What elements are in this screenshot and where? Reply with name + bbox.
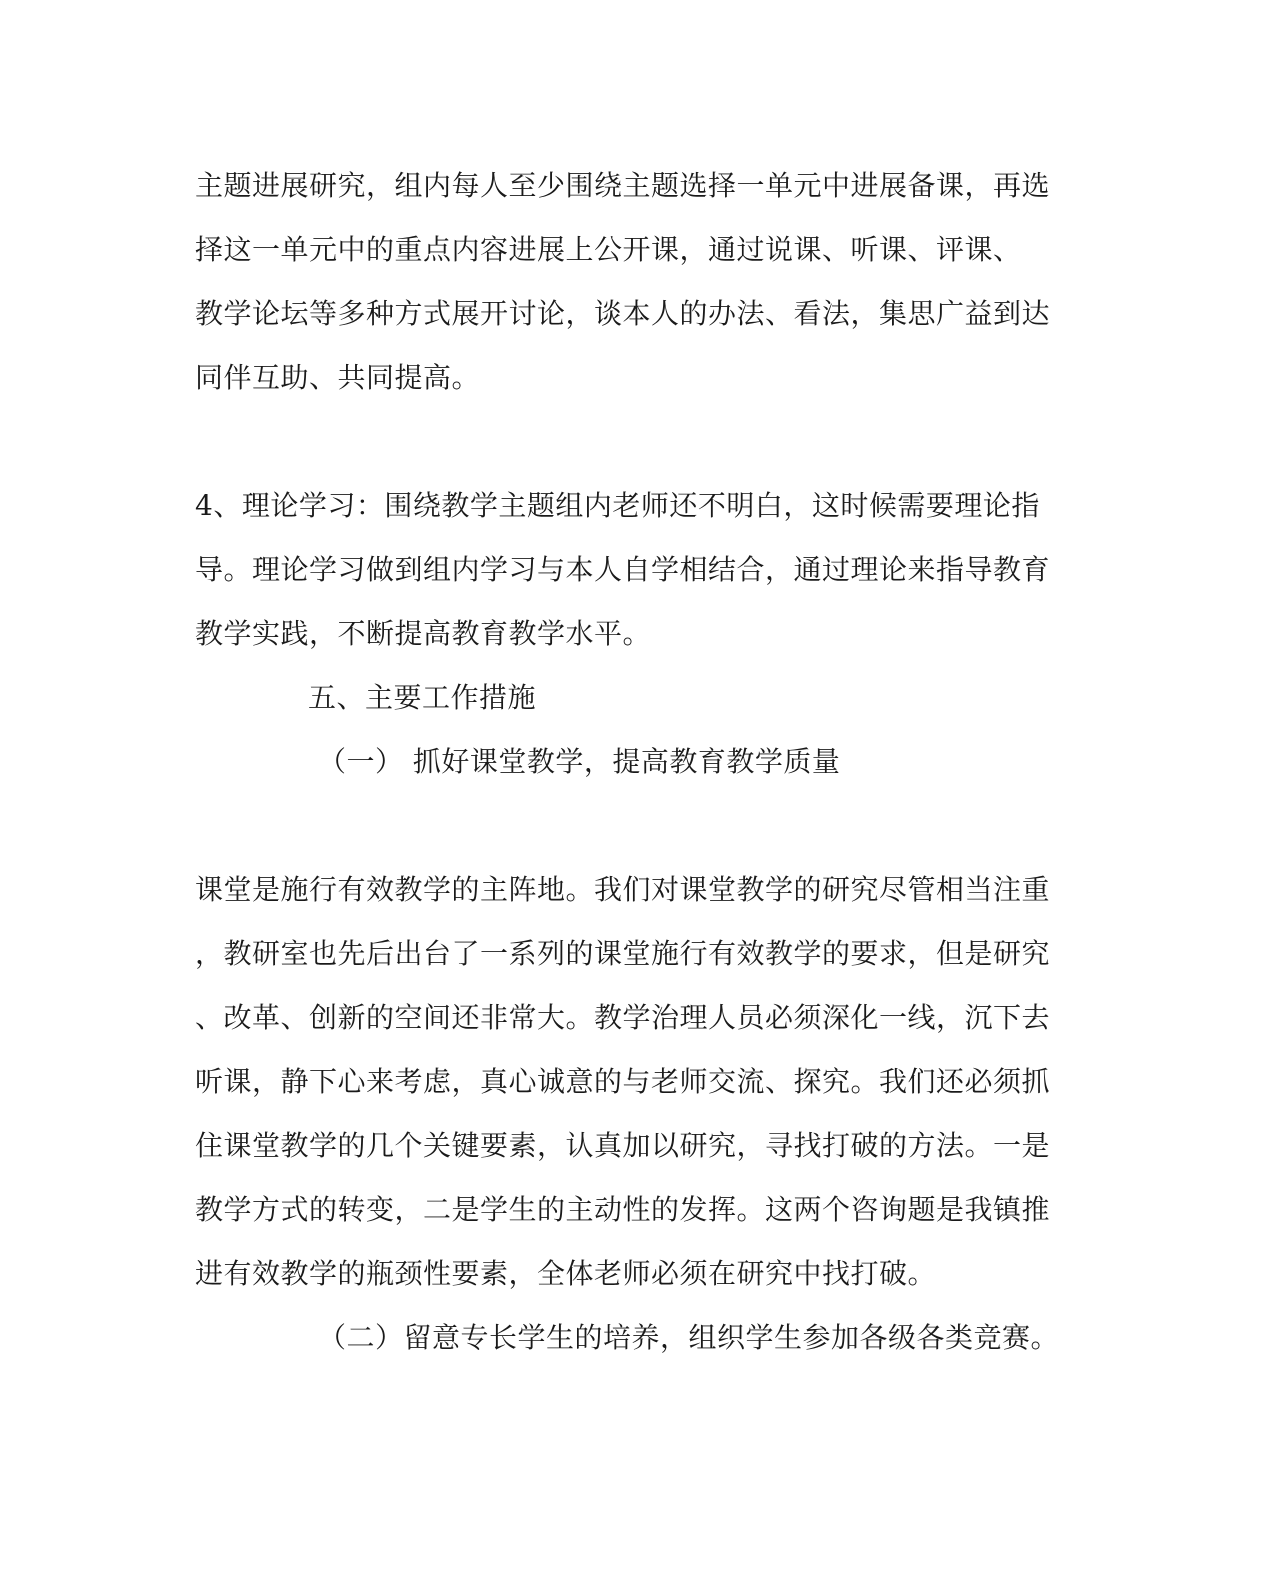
section-heading: 五、主要工作措施 — [308, 681, 537, 714]
paragraph-line: 课堂是施行有效教学的主阵地。我们对课堂教学的研究尽管相当注重 — [195, 873, 1051, 906]
paragraph-line: 教学论坛等多种方式展开讨论，谈本人的办法、看法，集思广益到达 — [195, 297, 1051, 330]
paragraph-line: 择这一单元中的重点内容进展上公开课，通过说课、听课、评课、 — [195, 233, 1022, 266]
subsection-heading: （一） 抓好课堂教学，提高教育教学质量 — [318, 745, 841, 778]
subsection-heading: （二）留意专长学生的培养，组织学生参加各级各类竞赛。 — [318, 1321, 1060, 1354]
paragraph-line: 住课堂教学的几个关键要素，认真加以研究，寻找打破的方法。一是 — [195, 1129, 1051, 1162]
paragraph-line: 同伴互助、共同提高。 — [195, 361, 481, 394]
paragraph-line: 进有效教学的瓶颈性要素，全体老师必须在研究中找打破。 — [195, 1257, 937, 1290]
paragraph-line: 4、理论学习：围绕教学主题组内老师还不明白，这时候需要理论指 — [195, 489, 1040, 522]
paragraph-line: 、改革、创新的空间还非常大。教学治理人员必须深化一线，沉下去 — [195, 1001, 1051, 1034]
paragraph-line: 主题进展研究，组内每人至少围绕主题选择一单元中进展备课，再选 — [195, 169, 1051, 202]
paragraph-line: 教学实践，不断提高教育教学水平。 — [195, 617, 652, 650]
paragraph-line: 导。理论学习做到组内学习与本人自学相结合，通过理论来指导教育 — [195, 553, 1051, 586]
paragraph-line: 教学方式的转变，二是学生的主动性的发挥。这两个咨询题是我镇推 — [195, 1193, 1051, 1226]
paragraph-line: 听课，静下心来考虑，真心诚意的与老师交流、探究。我们还必须抓 — [195, 1065, 1051, 1098]
paragraph-line: ，教研室也先后出台了一系列的课堂施行有效教学的要求，但是研究 — [195, 937, 1051, 970]
